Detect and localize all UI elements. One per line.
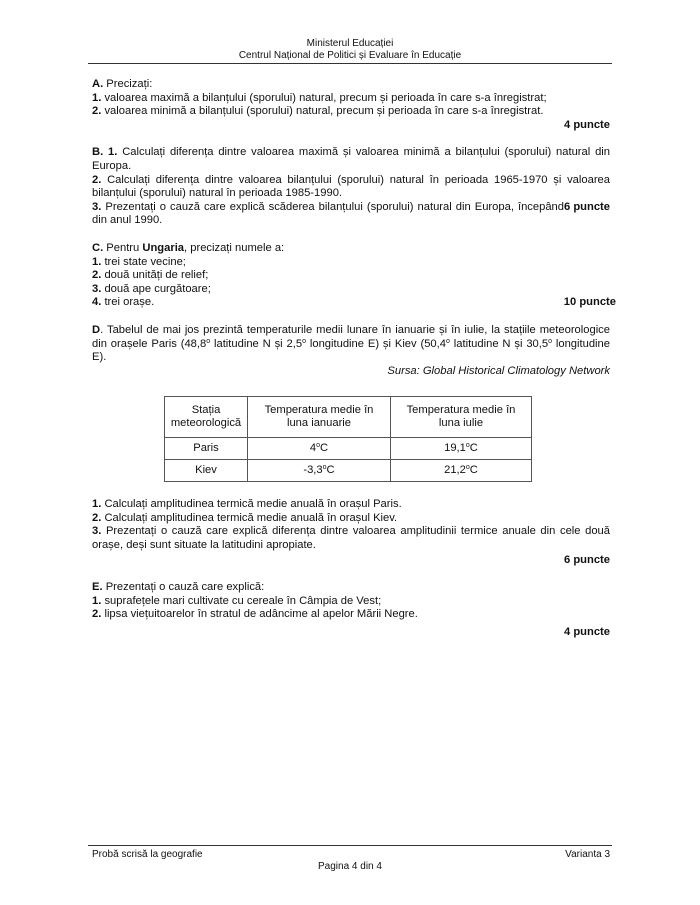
section-a-label: A. — [92, 78, 104, 90]
header-ministry: Ministerul Educației — [306, 38, 394, 49]
section-e: E. Prezentați o cauză care explică: 1. suprafețele mari cultivate cu cereale în Câmpia de Vest; 2. lipsa viețuitoarelor în stratul de adâncime al apelor Mării Negre. 4 puncte — [92, 581, 610, 639]
section-b — [92, 146, 610, 228]
january-cell: -3,3$^o$C — [248, 460, 391, 482]
list-item: 1. Calculați amplitudinea termică medie anuală în orașul Paris. — [92, 498, 402, 511]
list-item: 2. Calculați diferența dintre valoarea bilanțului (sporului) natural în perioada 1965-1970 și valoarea bilanțului (sporului) natural în perioada 1985-1990. — [92, 173, 610, 200]
section-d-points: 6 puncte — [563, 553, 610, 566]
section-c-points: 10 puncte — [563, 296, 616, 309]
section-e-points: 4 puncte — [563, 626, 610, 639]
list-item: 6 puncte 3. Prezentați o cauză care explică scăderea bilanțului (sporului) natural din Europa, începând din anul 1990. — [92, 200, 610, 227]
section-b-points: 6 puncte — [563, 200, 610, 213]
country-name: Ungaria — [142, 241, 185, 254]
page-number: Pagina 4 din 4 — [318, 861, 382, 872]
list-item: 1. valoarea maximă a bilanțului (sporului) natural, precum și perioada în care s-a înregistrat; — [92, 91, 547, 104]
january-cell: 4$^o$C — [248, 438, 391, 460]
list-item: 3. Prezentați o cauză care explică diferența dintre valoarea amplitudinii termice anuale din cele două orașe, deși sunt situate la latitudini apropiate. — [92, 525, 610, 552]
section-e-label: E. — [92, 581, 103, 594]
list-item: B. 1. Calculați diferența dintre valoarea maximă și valoarea minimă a bilanțului (sporului) natural din Europa. — [92, 146, 611, 172]
section-d — [92, 324, 610, 567]
list-item: 1. suprafețele mari cultivate cu cereale în Câmpia de Vest; — [92, 594, 382, 607]
footer-divider — [88, 845, 612, 846]
page-header — [88, 38, 612, 62]
section-a-intro: Precizați: — [106, 78, 153, 90]
section-c-label: C. — [92, 241, 104, 254]
exam-content — [92, 78, 616, 654]
table-header-cell: Stația meteorologică — [165, 397, 248, 438]
section-c: C. Pentru Ungaria, precizați numele a: 1. trei state vecine; 2. două unități de relief; 3. două ape curgătoare; 10 puncte 4. trei orașe. — [92, 241, 616, 309]
list-item: 2. două unități de relief; — [92, 269, 209, 282]
list-item: 3. două ape curgătoare; — [92, 282, 211, 295]
header-divider — [88, 63, 612, 64]
list-item: 2. Calculați amplitudinea termică medie anuală în orașul Kiev. — [92, 511, 398, 524]
table-header-row — [165, 397, 532, 438]
section-a-points: 4 puncte — [563, 118, 610, 131]
list-item: 2. lipsa viețuitoarelor în stratul de adâncime al apelor Mării Negre. — [92, 608, 418, 621]
station-cell: Kiev — [165, 460, 248, 482]
table-header-cell: Temperatura medie în luna ianuarie — [248, 397, 391, 438]
footer-subject: Probă scrisă la geografie — [92, 849, 203, 860]
header-center: Centrul Național de Politici și Evaluare în Educație — [238, 50, 462, 61]
table-row — [165, 460, 532, 482]
station-cell: Paris — [165, 438, 248, 460]
list-item: 2. valoarea minimă a bilanțului (sporului) natural, precum și perioada în care s-a înregistrat. — [92, 105, 544, 118]
section-a — [92, 78, 610, 132]
july-cell: 19,1$^o$C — [391, 438, 532, 460]
section-d-questions — [92, 498, 610, 567]
footer-variant: Varianta 3 — [565, 849, 610, 860]
table-row — [165, 438, 532, 460]
list-item: 10 puncte 4. trei orașe. — [92, 296, 616, 309]
section-d-intro: D. Tabelul de mai jos prezintă temperaturile medii lunare în ianuarie și în iulie, la stațiile meteorologice din orașele Paris (48,8$^o$ latitudine N și 2,5$^o$ longitudine E) și Kiev (50,4$^o$ latitudine N și 30,5$^o$ longitudine E). — [92, 323, 610, 364]
july-cell: 21,2$^o$C — [391, 460, 532, 482]
data-source: Sursa: Global Historical Climatology Network — [387, 364, 610, 377]
table-header-cell: Temperatura medie în luna iulie — [391, 397, 532, 438]
temperature-table — [164, 396, 532, 482]
list-item: 1. trei state vecine; — [92, 255, 186, 268]
